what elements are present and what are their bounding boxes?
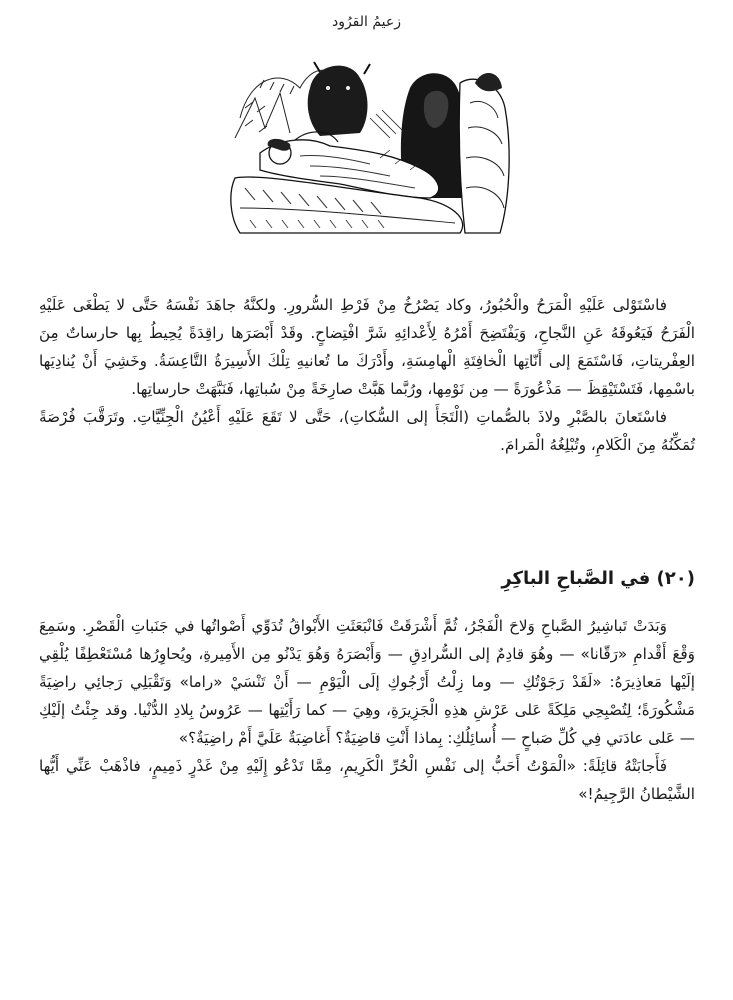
paragraph: فَأَجابَتْهُ قائِلَةً: «الْمَوْتُ أَحَبُّ إلى نَفْسِ الْحُرِّ الْكَرِيمِ، مِمَّا تَدْعُو إِلَيْهِ مِنْ غَدْرٍ ذَمِيمٍ، فاذْهَبْ عَنِّي أَيُّها الشَّيْطانُ الرَّجِيمُ!» xyxy=(39,757,695,803)
illustration xyxy=(220,58,520,248)
running-head: زعيمُ القرُود xyxy=(331,14,402,30)
chapter-heading: (٢٠) في الصَّباحِ الباكِرِ xyxy=(501,568,695,589)
engraving-sleeping-princess-with-guards-icon xyxy=(220,58,520,248)
paragraph: فاسْتَعانَ بالصَّبْرِ ولاذَ بالصُّماتِ (الْتَجَأَ إلى السُّكاتِ)، حَتَّى لا تَقَعَ عَلَيْهِ أَعْيُنُ الْجِنِّيَّاتِ. وتَرَقَّبَ فُرْصَةً تُمَكِّنُهُ مِنَ الْكَلامِ، وتُبْلِغُهُ الْمَرامَ. xyxy=(39,408,695,454)
paragraph: فاسْتَوْلى عَلَيْهِ الْمَرَحُ والْحُبُورُ، وكاد يَصْرُخُ مِنْ فَرْطِ السُّرورِ. ولكنَّهُ جاهَدَ نَفْسَهُ حَتَّى لا يَطْغَى عَلَيْهِ الْفَرَحُ فَيَعُوقَهُ عَنِ النَّجاحِ، وَيَفْتَضِحَ أَمْرُهُ لِأَعْدائِهِ شَرَّ افْتِضاحٍ. وقَدْ أَبْصَرَها راقِدَةً يُحِيطُ بِها حارساتٌ مِنَ العِفْريتاتِ، فَاسْتَمَعَ إلى أَنّاتِها الْخافِتَةِ الْهامِسَةِ، وأَدْرَكَ ما تُعانيهِ تِلْكَ الأَسِيرَةُ التَّاعِسَةُ. وخَشِيَ أَنْ يُنادِيَها باسْمِها، فَتَسْتَيْقِظَ — مَذْعُورَةً — مِن نَوْمِها، ورُبَّما هَبَّتْ صارِخَةً مِنْ سُباتِها، فَنَبَّهَتْ حارساتِها. xyxy=(39,296,695,398)
section-one xyxy=(39,291,695,459)
paragraph: وَبَدَتْ تَباشِيرُ الصَّباحِ وَلاحَ الْفَجْرُ، ثُمَّ أَشْرَقَتْ فَانْبَعَثَتِ الأَبْواقُ تُدَوِّي أَصْواتُها في جَنَباتِ الْقَصْرِ. وسَمِعَ وَقْعَ أَقْدامِ «رَقّانا» — وهُوَ قادِمٌ إلى السُّرادِقِ — وَأَبْصَرَهُ وَهُوَ يَدْنُو مِن الأَمِيرةِ، ويُحاوِرُها مُسْتَعْطِفًا يُلْقِي إلَيْها مَعاذِيرَهُ: «لَقَدْ رَجَوْتُكِ — وما زِلْتُ أَرْجُوكِ إلَى الْيَوْمِ — أَنْ تَنْسَيْ «راما» وَتَقْبَلِي رَجائِي راضِيَةً مَشْكُورَةً؛ لِتُصْبِحِي مَلِكَةً عَلى عَرْشِ هذِهِ الْجَزِيرَةِ، وهِيَ — كما رَأَيْتِها — عَرُوسُ بِلادِ الدُّنْيا. وقد جِئْتُ إلَيْكِ — عَلى عادَتي فِي كُلِّ صَباحٍ — أُسائِلُكِ: بِماذا أَنْتِ قاضِيَةٌ؟ أَغاضِبَةٌ عَلَيَّ أَمْ راضِيَةٌ؟» xyxy=(39,617,695,747)
section-two xyxy=(39,612,695,808)
